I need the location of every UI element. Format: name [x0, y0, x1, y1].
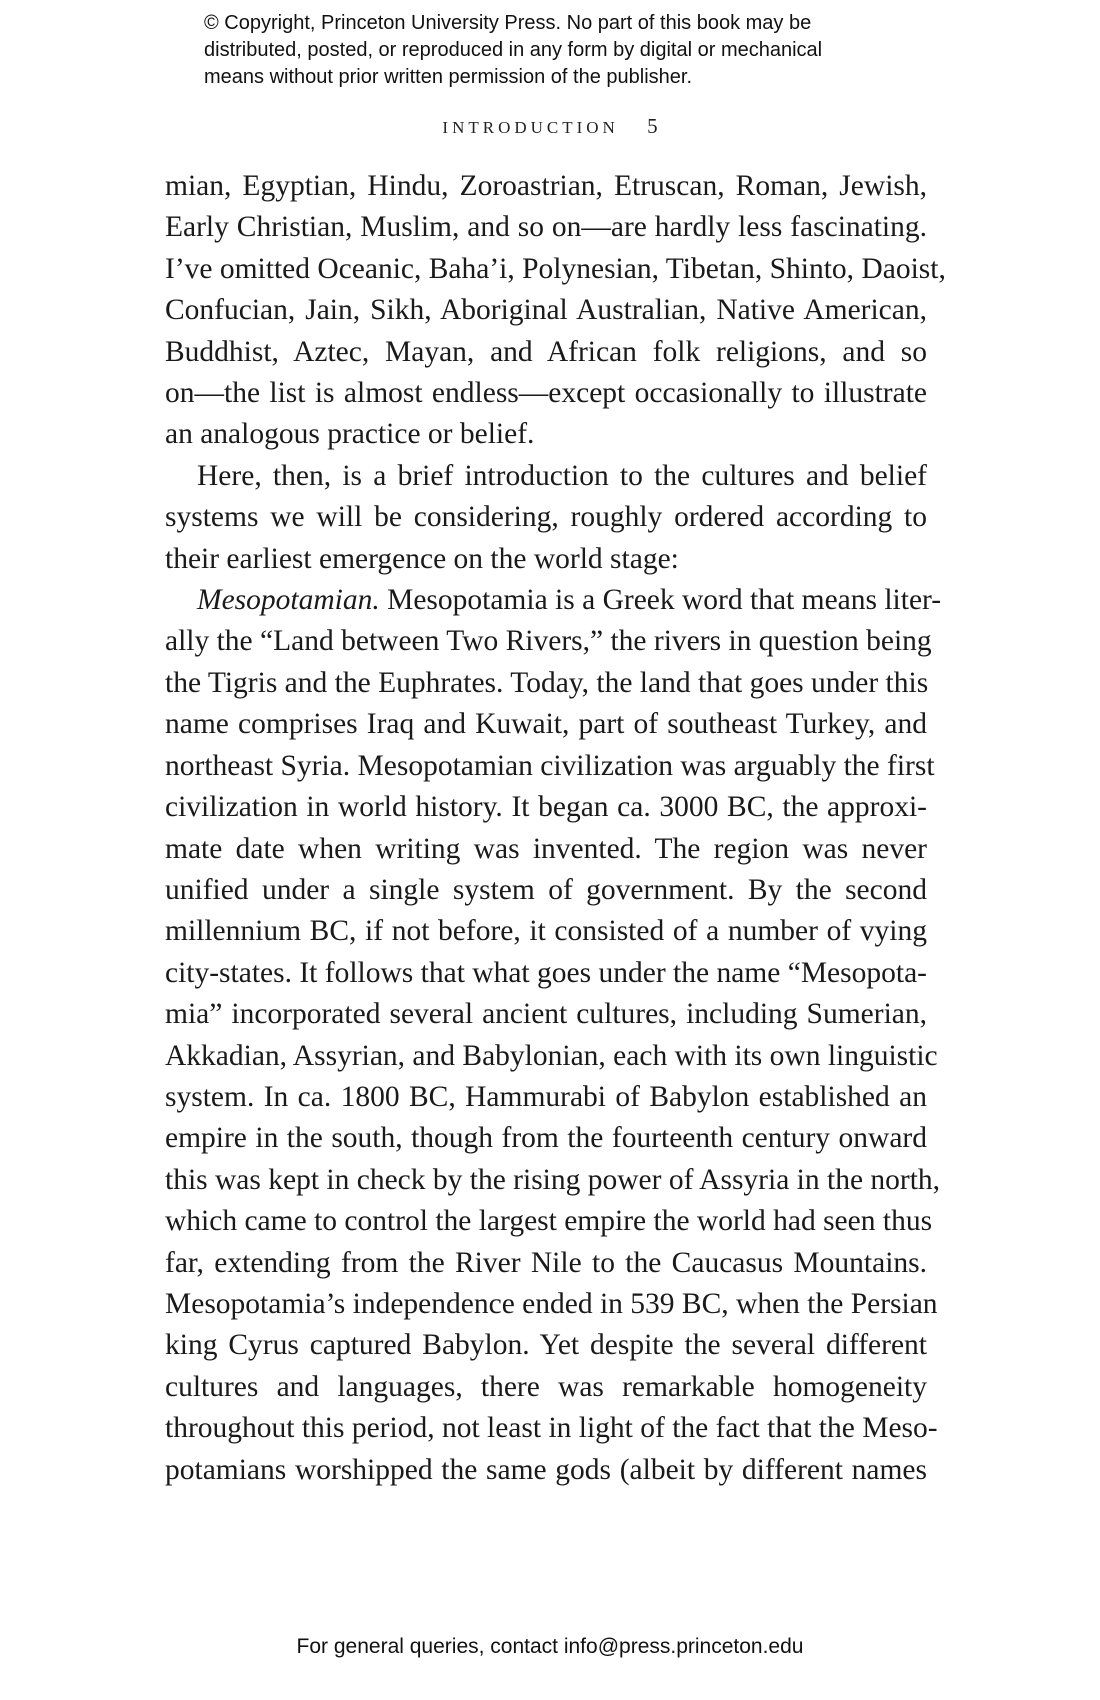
- copyright-line: means without prior written permission of the publisher.: [204, 66, 693, 88]
- text-line: [165, 580, 942, 621]
- text-line: mia” incorporated several ancient cultures, including Sumerian,: [165, 998, 927, 1031]
- text-line: far, extending from the River Nile to the Caucasus Mountains.: [165, 1246, 927, 1279]
- text-line: Here, then, is a brief introduction to the cultures and belief: [197, 459, 927, 492]
- text-run: Mesopotamia is a Greek word that means liter-: [379, 584, 942, 617]
- body-text: [165, 166, 946, 1491]
- text-line: city-states. It follows that what goes under the name “Mesopota-: [165, 956, 927, 989]
- text-line: northeast Syria. Mesopotamian civilization was arguably the first: [165, 749, 935, 782]
- text-line: Confucian, Jain, Sikh, Aboriginal Australian, Native American,: [165, 294, 927, 327]
- copyright-line: distributed, posted, or reproduced in any form by digital or mechanical: [204, 39, 823, 61]
- text-line: mate date when writing was invented. The region was never: [165, 832, 927, 865]
- copyright-notice: [204, 10, 924, 91]
- running-head-title: INTRODUCTION: [442, 118, 619, 137]
- text-line: cultures and languages, there was remarkable homogeneity: [165, 1370, 927, 1403]
- text-line: systems we will be considering, roughly ordered according to: [165, 501, 927, 534]
- text-line: name comprises Iraq and Kuwait, part of southeast Turkey, and: [165, 708, 927, 741]
- text-line: unified under a single system of government. By the second: [165, 873, 927, 906]
- text-line: Mesopotamia’s independence ended in 539 BC, when the Persian: [165, 1287, 938, 1320]
- text-line: Akkadian, Assyrian, and Babylonian, each with its own linguistic: [165, 1039, 938, 1072]
- text-line: an analogous practice or belief.: [165, 418, 535, 451]
- page-number: 5: [647, 114, 658, 138]
- copyright-line: © Copyright, Princeton University Press. No part of this book may be: [204, 12, 812, 34]
- text-line: ally the “Land between Two Rivers,” the rivers in question being: [165, 625, 932, 658]
- text-line: Early Christian, Muslim, and so on—are hardly less fascinating.: [165, 211, 927, 244]
- text-line: their earliest emergence on the world stage:: [165, 542, 679, 575]
- running-head: [0, 114, 1100, 139]
- paragraph-term: Mesopotamian.: [197, 584, 380, 617]
- text-line: Buddhist, Aztec, Mayan, and African folk religions, and so: [165, 335, 927, 368]
- text-line: empire in the south, though from the fourteenth century onward: [165, 1122, 927, 1155]
- text-line: the Tigris and the Euphrates. Today, the land that goes under this: [165, 666, 929, 699]
- text-line: system. In ca. 1800 BC, Hammurabi of Babylon established an: [165, 1080, 927, 1113]
- text-line: I’ve omitted Oceanic, Baha’i, Polynesian, Tibetan, Shinto, Daoist,: [165, 252, 946, 285]
- text-line: throughout this period, not least in light of the fact that the Meso-: [165, 1412, 938, 1445]
- text-line: civilization in world history. It began ca. 3000 BC, the approxi-: [165, 791, 927, 824]
- text-line: which came to control the largest empire the world had seen thus: [165, 1205, 933, 1238]
- text-line: potamians worshipped the same gods (albeit by different names: [165, 1453, 927, 1486]
- text-line: mian, Egyptian, Hindu, Zoroastrian, Etruscan, Roman, Jewish,: [165, 170, 927, 202]
- footer-contact: For general queries, contact info@press.princeton.edu: [296, 1635, 804, 1658]
- text-line: millennium BC, if not before, it consisted of a number of vying: [165, 915, 927, 948]
- text-line: on—the list is almost endless—except occasionally to illustrate: [165, 377, 927, 410]
- text-line: this was kept in check by the rising power of Assyria in the north,: [165, 1163, 941, 1196]
- text-line: king Cyrus captured Babylon. Yet despite the several different: [165, 1329, 927, 1362]
